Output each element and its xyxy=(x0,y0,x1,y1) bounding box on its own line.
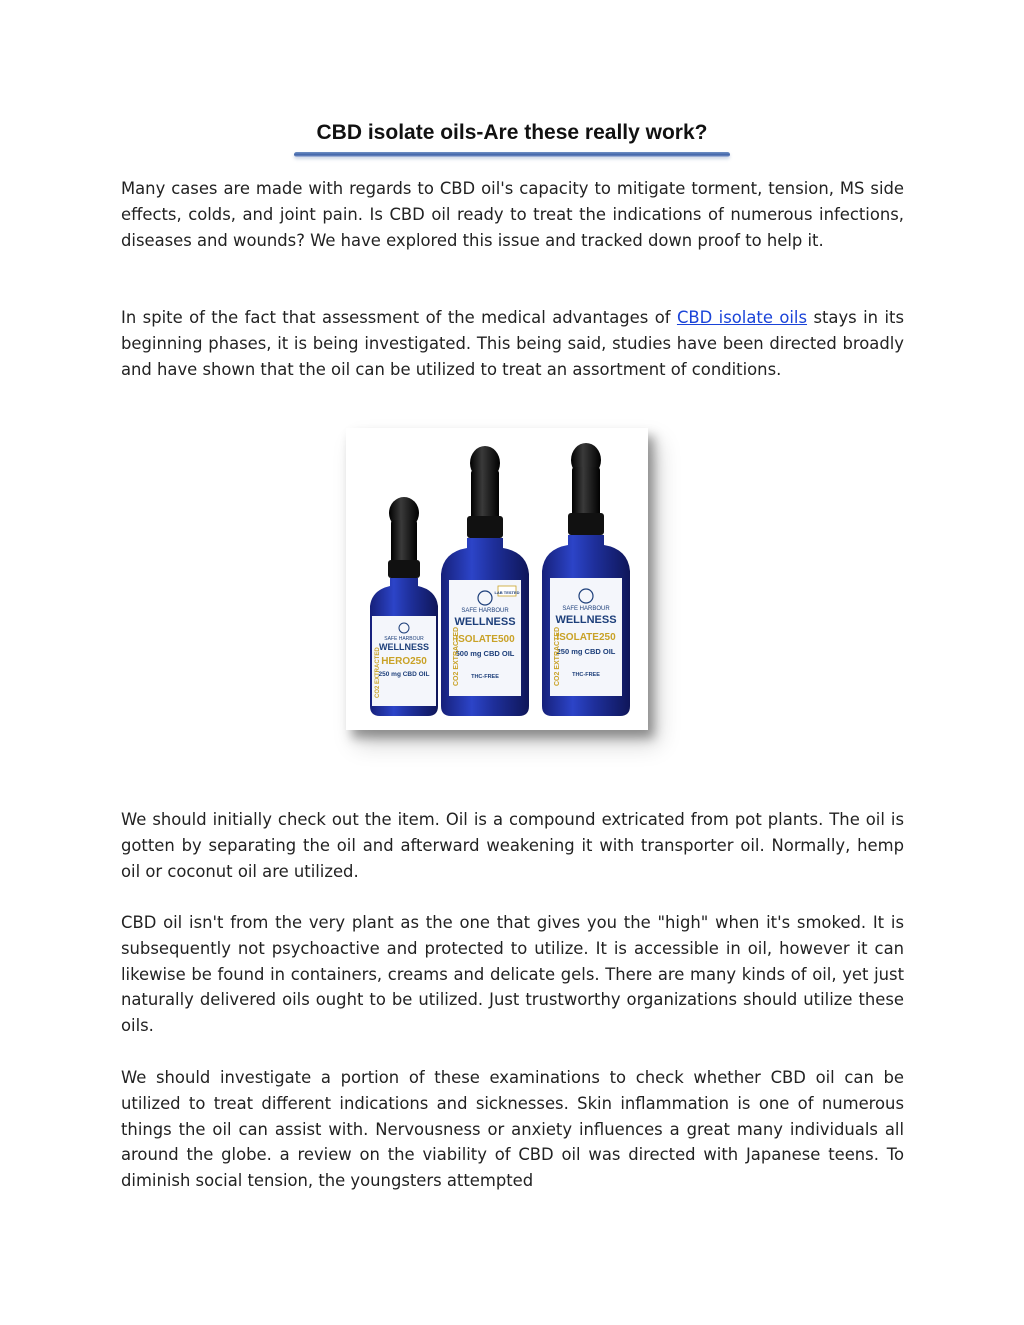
page-title: CBD isolate oils-Are these really work? xyxy=(316,121,708,144)
paragraph-assessment xyxy=(121,305,904,382)
bottle1-brand: WELLNESS xyxy=(378,642,430,652)
bottle3-product: ISOLATE250 xyxy=(556,632,616,643)
bottle2-product: ISOLATE500 xyxy=(455,634,515,645)
bottle3-side-text: CO2 EXTRACTED xyxy=(554,626,561,686)
paragraph-item: We should initially check out the item. Oil is a compound extricated from pot plants. The oil is gotten by separating the oil and afterward weakening it with transporter oil. Normally, hemp oil or coconut oil are utilized. xyxy=(121,810,904,881)
paragraph-studies: We should investigate a portion of these examinations to check whether CBD oil can be utilized to treat different indications and sicknesses. Skin inflammation is one of numerous things the oil can assist with. Nervousness or anxiety influences a great many individuals all around the globe. a review on the viability of CBD oil was directed with Japanese teens. To diminish social tension, the youngsters attempted xyxy=(121,1068,904,1191)
bottle1-side-text: CO2 EXTRACTED xyxy=(375,647,381,698)
bottle2-side-text: CO2 EXTRACTED xyxy=(453,626,460,686)
bottle2-brand: WELLNESS xyxy=(454,616,516,628)
paragraph-plant: CBD oil isn't from the very plant as the one that gives you the "high" when it's smoked. It is subsequently not psychoactive and protected to utilize. It is accessible in oil, however it can likewise be found in containers, creams and delicate gels. There are many kinds of oil, yet just naturally delivered oils ought to be utilized. Just trustworthy organizations should utilize these oils. xyxy=(121,913,904,1036)
bottle1-brand-top: SAFE HARBOUR xyxy=(384,636,424,642)
paragraph-text: stays in its beginning phases, it is being investigated. This being said, studies have been directed broadly and have shown that the oil can be utilized to treat an assortment of conditions. xyxy=(121,308,905,379)
bottle2-dose: 500 mg CBD OIL xyxy=(455,649,515,658)
bottle3-brand: WELLNESS xyxy=(555,614,617,626)
bottle2-note: THC-FREE xyxy=(471,674,499,680)
bottle-isolate250 xyxy=(542,443,630,716)
bottle2-brand-top: SAFE HARBOUR xyxy=(461,608,509,614)
bottle-isolate500 xyxy=(441,446,529,716)
paragraph-intro: Many cases are made with regards to CBD oil's capacity to mitigate torment, tension, MS side effects, colds, and joint pain. Is CBD oil ready to treat the indications of numerous infections, diseases and wounds? We have explored this issue and tracked down proof to help it. xyxy=(121,179,904,250)
bottle1-dose: 250 mg CBD OIL xyxy=(378,671,430,678)
bottle2-badge: LAB TESTED xyxy=(494,590,520,595)
bottle1-product: HERO250 xyxy=(381,656,427,667)
bottle3-dose: 250 mg CBD OIL xyxy=(556,647,616,656)
cbd-isolate-oils-link[interactable]: CBD isolate oils xyxy=(676,308,808,327)
title-block xyxy=(290,118,734,157)
title-underline xyxy=(294,152,730,157)
paragraph-text: In spite of the fact that assessment of the medical advantages of xyxy=(121,308,677,327)
product-image xyxy=(346,428,648,730)
bottle-hero250 xyxy=(370,497,438,716)
bottle3-brand-top: SAFE HARBOUR xyxy=(562,606,610,612)
bottle3-note: THC-FREE xyxy=(572,672,600,678)
